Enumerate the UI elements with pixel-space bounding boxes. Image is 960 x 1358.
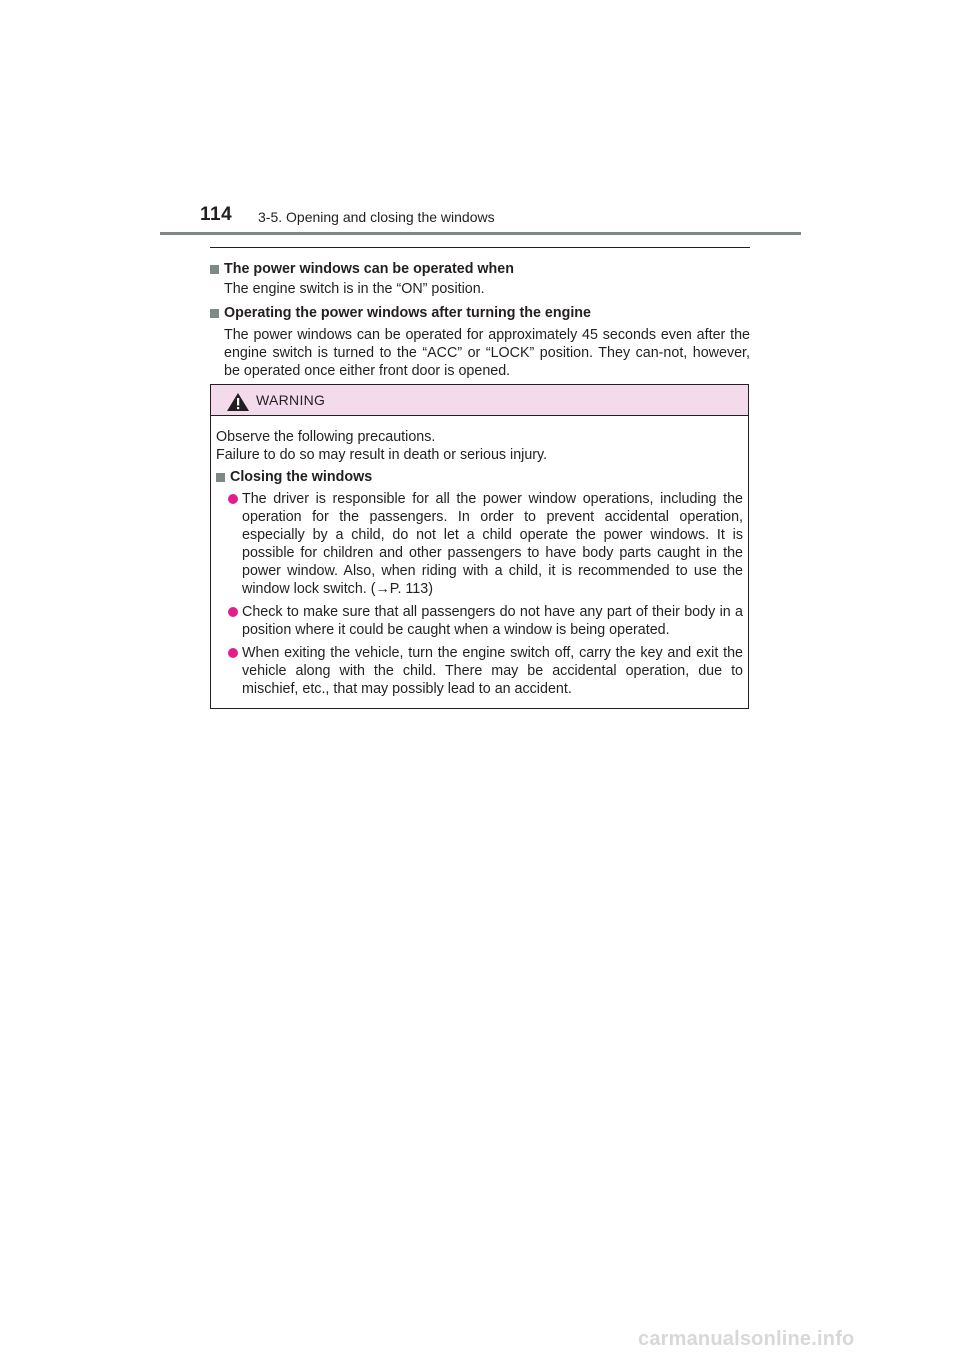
bullet-dot-icon — [228, 648, 238, 658]
warning-bullet — [216, 490, 743, 598]
warning-bullet-text: The driver is responsible for all the power window operations, including the operation for the passengers. In order to prevent accidental operation, especially by a child, do not let a child operate the power windows. It is possible for children and other passengers to have body parts caught in the power window. Also, when riding with a child, it is recommended to use the window lock switch. (→P. 113) — [242, 491, 743, 597]
warning-box — [210, 384, 749, 709]
page-number: 114 — [200, 204, 233, 225]
warning-title: WARNING — [256, 392, 326, 408]
section-heading-text: Operating the power windows after turning the engine — [224, 305, 591, 321]
section-body: The engine switch is in the “ON” position. — [224, 281, 485, 297]
section-title: 3-5. Opening and closing the windows — [258, 209, 495, 225]
warning-subheading — [216, 467, 743, 487]
section-heading — [210, 259, 750, 279]
square-bullet-icon — [216, 473, 225, 482]
bullet-dot-icon — [228, 494, 238, 504]
section-body: The power windows can be operated for approximately 45 seconds even after the engine switch is turned to the “ACC” or “LOCK” position. They can-not, however, be operated once either front door is opened. — [224, 327, 750, 379]
watermark: carmanualsonline.info — [638, 1328, 855, 1350]
section-heading-text: The power windows can be operated when — [224, 261, 514, 277]
square-bullet-icon — [210, 309, 219, 318]
warning-body — [211, 416, 748, 698]
square-bullet-icon — [210, 265, 219, 274]
warning-intro: Failure to do so may result in death or serious injury. — [216, 447, 548, 463]
warning-bullet — [216, 603, 743, 639]
warning-intro: Observe the following precautions. — [216, 429, 436, 445]
bullet-dot-icon — [228, 607, 238, 617]
header-rule — [160, 232, 801, 235]
warning-triangle-icon — [227, 393, 249, 411]
section-heading — [210, 303, 750, 323]
warning-bullet-text: When exiting the vehicle, turn the engine switch off, carry the key and exit the vehicle along with the child. There may be accidental operation, due to mischief, etc., that may possibly lead to an accident. — [242, 645, 743, 697]
warning-header — [211, 385, 748, 416]
warning-bullet-text: Check to make sure that all passengers do not have any part of their body in a position where it could be caught when a window is being operated. — [242, 604, 743, 638]
main-content — [210, 256, 750, 380]
warning-subheading-text: Closing the windows — [230, 469, 373, 485]
warning-bullet — [216, 644, 743, 698]
content-rule — [210, 247, 750, 248]
